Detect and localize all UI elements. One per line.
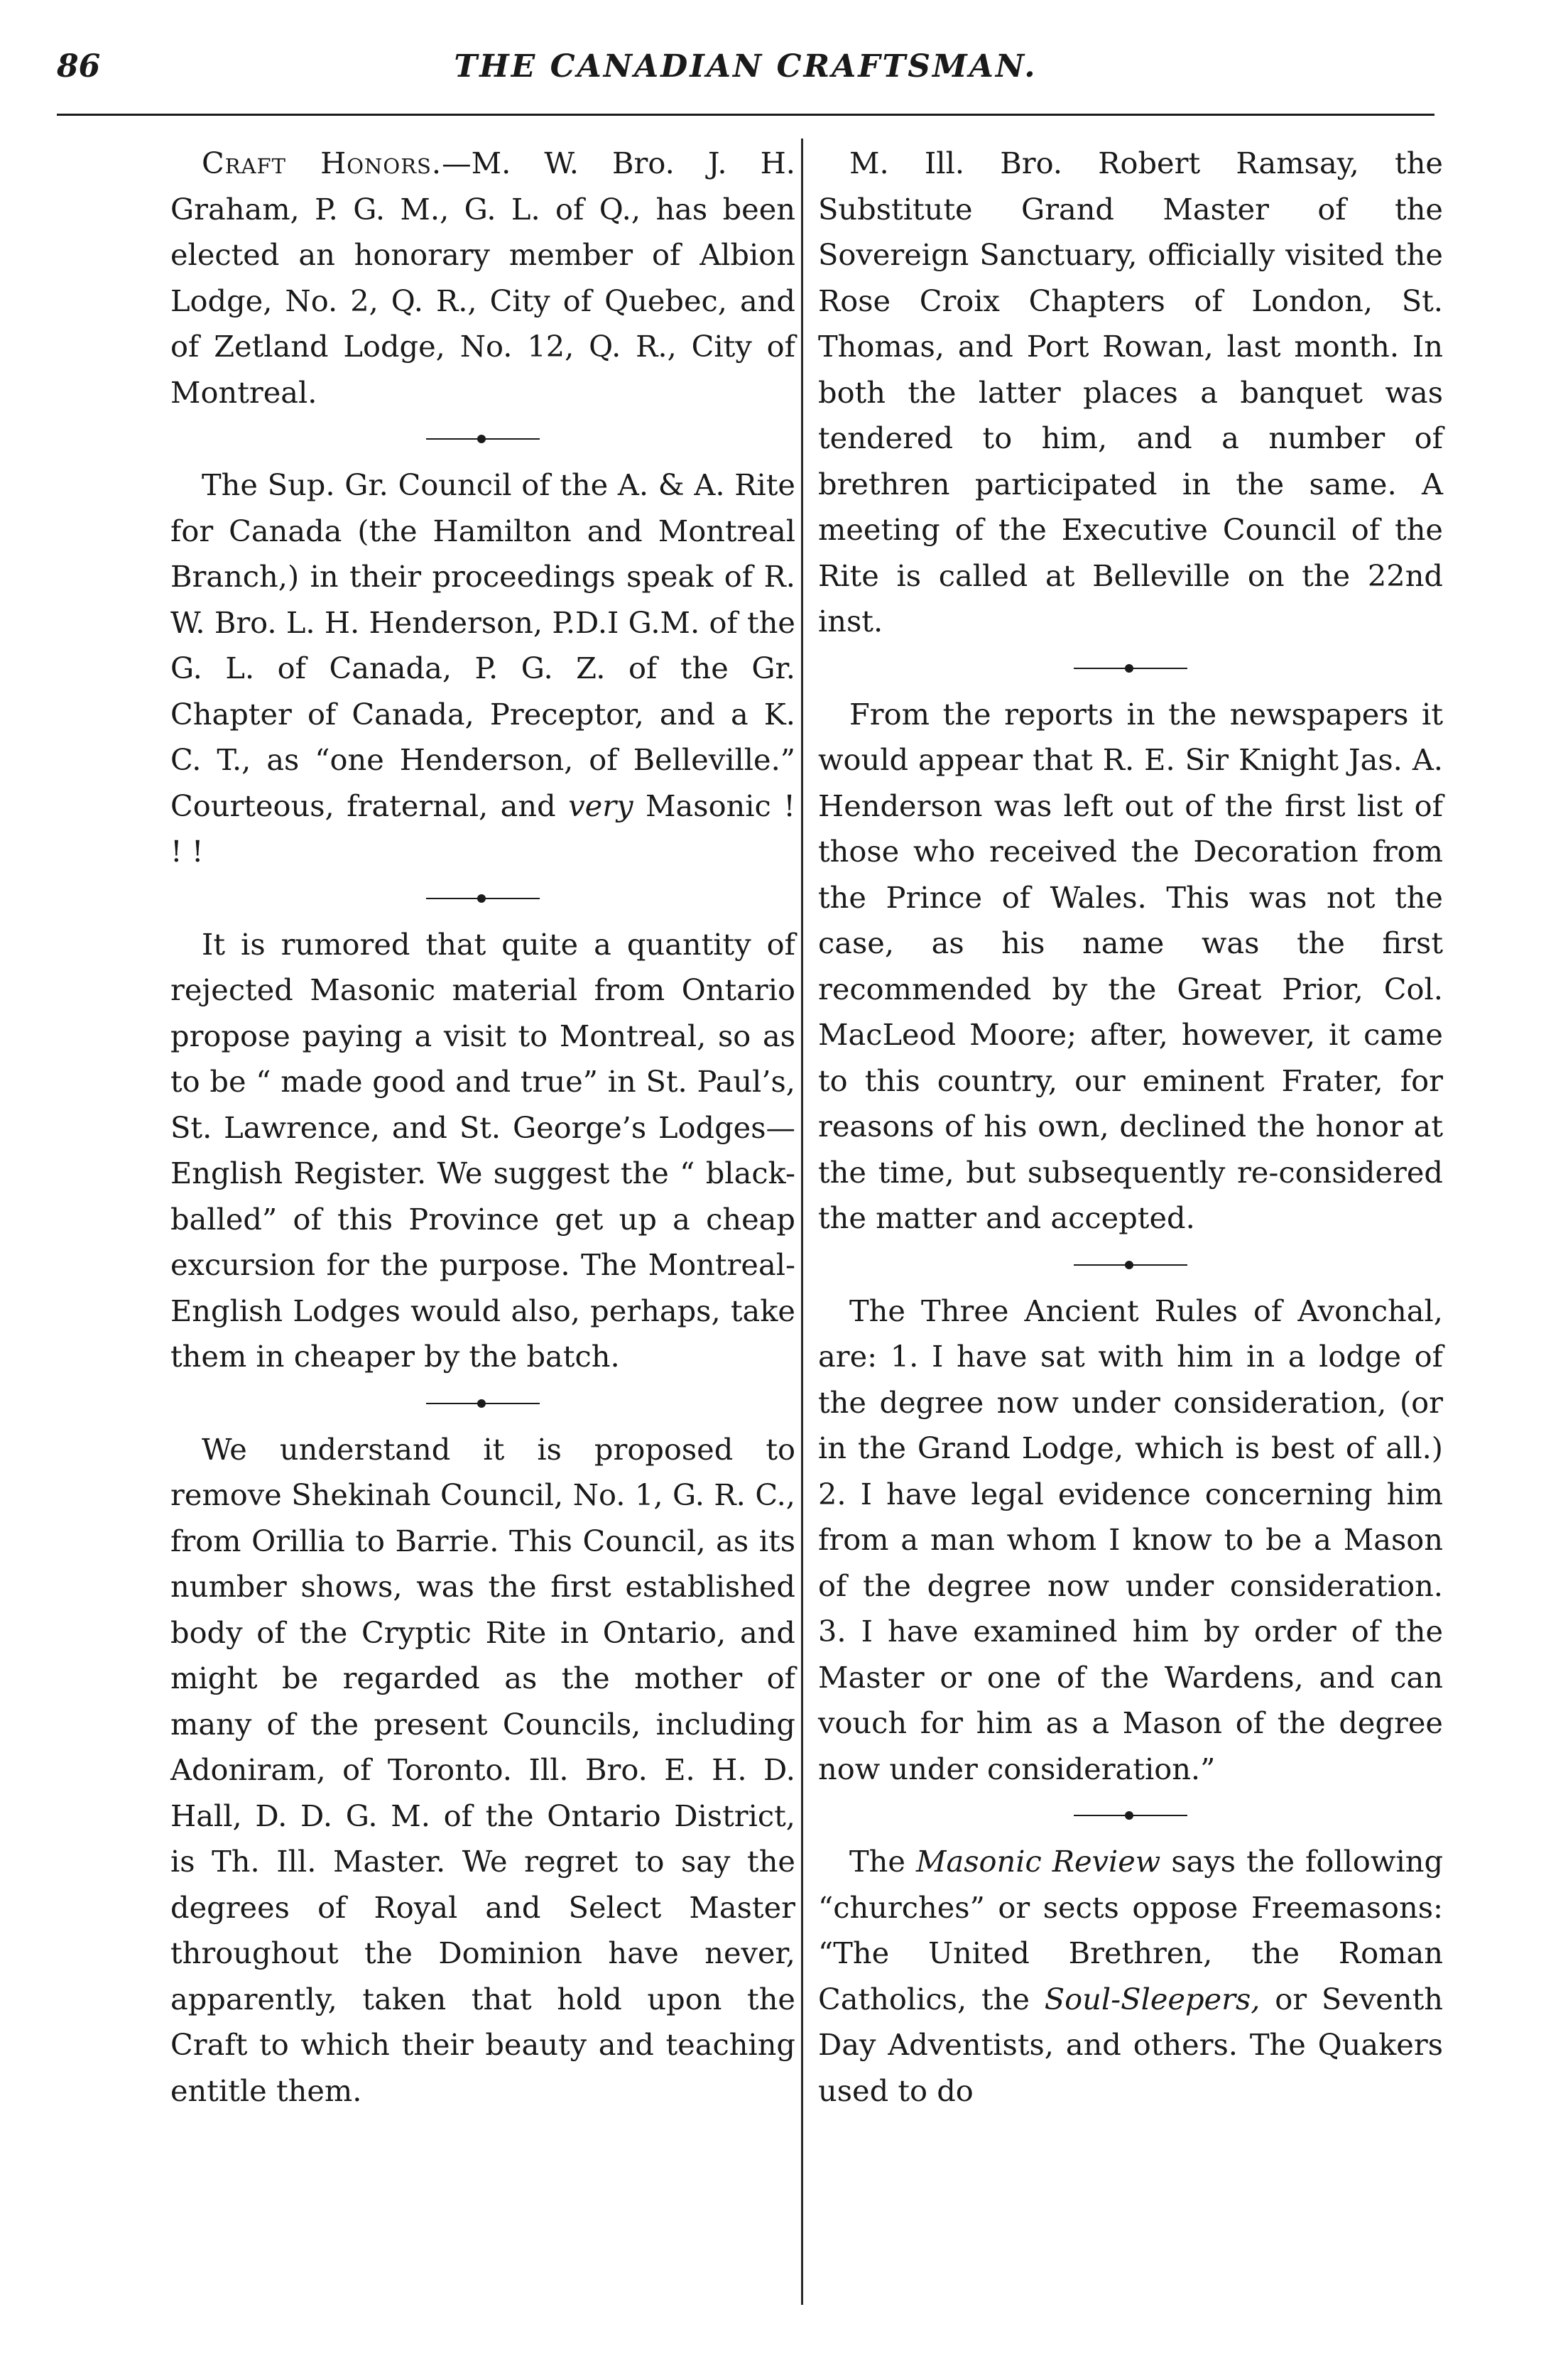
article-ancient-rules	[818, 1288, 1443, 1793]
article-henderson-decoration	[818, 692, 1443, 1242]
page-number: 86	[57, 48, 101, 85]
article-text: From the reports in the newspapers it would appear that R. E. Sir Knight Jas. A. Henderson was left out of the first list of those who received the Decoration from the Prince of Wales. This was not the case, as his name was the first recommended by the Great Prior, Col. MacLeod Moore; after, however, it came to this country, our eminent Frater, for reasons of his own, declined the honor at the time, but subsequently re-considered the matter and accepted.	[818, 696, 1443, 1235]
page-header	[57, 43, 1434, 99]
article-rumored-material	[170, 922, 795, 1380]
article-sup-gr-council	[170, 462, 795, 875]
section-separator	[818, 1242, 1443, 1288]
right-column	[818, 141, 1443, 2114]
article-text: Masonic ! ! !	[170, 788, 795, 869]
section-separator	[170, 875, 795, 922]
article-text: We understand it is proposed to remove Shekinah Council, No. 1, G. R. C., from Orillia to Barrie. This Council, as its number shows, was the first established body of the Cryptic Rite in Ontario, and might be regarded as the mother of many of the present Councils, including Adoniram, of Toronto. Ill. Bro. E. H. D. Hall, D. D. G. M. of the Ontario District, is Th. Ill. Master. We regret to say the degrees of Royal and Select Master throughout the Dominion have never, apparently, taken that hold upon the Craft to which their beauty and teaching entitle them.	[170, 1431, 795, 2108]
article-text: The Three Ancient Rules of Avonchal, are: 1. I have sat with him in a lodge of the degree now under consideration, (or in the Grand Lodge, which is best of all.) 2. I have legal evidence concerning him from a man whom I know to be a Mason of the degree now under consideration. 3. I have examined him by order of the Master or one of the Wardens, and can vouch for him as a Mason of the degree now under consideration.”	[818, 1293, 1443, 1786]
article-text: The	[849, 1844, 905, 1879]
article-robert-ramsay	[818, 141, 1443, 645]
article-italic: very	[568, 788, 633, 823]
article-text: M. Ill. Bro. Robert Ramsay, the Substitute Grand Master of the Sovereign Sanctuary, officially visited the Rose Croix Chapters of London, St. Thomas, and Port Rowan, last month. In both the latter places a banquet was tendered to him, and a number of brethren participated in the same. A meeting of the Executive Council of the Rite is called at Belleville on the 22nd inst.	[818, 146, 1443, 639]
article-shekinah-council	[170, 1427, 795, 2114]
section-separator	[170, 1380, 795, 1427]
left-column	[170, 141, 795, 2114]
article-text: —M. W. Bro. J. H. Graham, P. G. M., G. L. of Q., has been elected an honorary member of Albion Lodge, No. 2, Q. R., City of Quebec, and of Zetland Lodge, No. 12, Q. R., City of Montreal.	[170, 146, 795, 410]
article-text: says the following “churches” or sects oppose Freemasons: “The United Brethren, the Roman Catholics, the	[818, 1844, 1444, 2016]
section-separator	[170, 416, 795, 462]
column-divider	[801, 139, 803, 2305]
article-craft-honors	[170, 141, 795, 416]
article-masonic-review	[818, 1839, 1443, 2114]
header-rule	[57, 114, 1434, 116]
running-title: THE CANADIAN CRAFTSMAN.	[454, 48, 1038, 85]
article-lead: Craft Honors.	[202, 146, 442, 180]
article-text: It is rumored that quite a quantity of rejected Masonic material from Ontario propose paying a visit to Montreal, so as to be “ made good and true” in St. Paul’s, St. Lawrence, and St. George’s Lodges—English Register. We suggest the “ black-balled” of this Province get up a cheap excursion for the purpose. The Montreal-English Lodges would also, perhaps, take them in cheaper by the batch.	[170, 926, 795, 1374]
section-separator	[818, 645, 1443, 692]
article-italic: Masonic Review	[915, 1844, 1161, 1879]
article-text: The Sup. Gr. Council of the A. & A. Rite for Canada (the Hamilton and Montreal Branch,) in their proceedings speak of R. W. Bro. L. H. Henderson, P.D.I G.M. of the G. L. of Canada, P. G. Z. of the Gr. Chapter of Canada, Preceptor, and a K. C. T., as “one Henderson, of Belleville.” Courteous, fraternal, and	[170, 467, 795, 823]
section-separator	[818, 1792, 1443, 1839]
article-italic: Soul-Sleepers,	[1044, 1981, 1261, 2016]
article-text: or Seventh Day Adventists, and others. The Quakers used to do	[818, 1981, 1443, 2108]
